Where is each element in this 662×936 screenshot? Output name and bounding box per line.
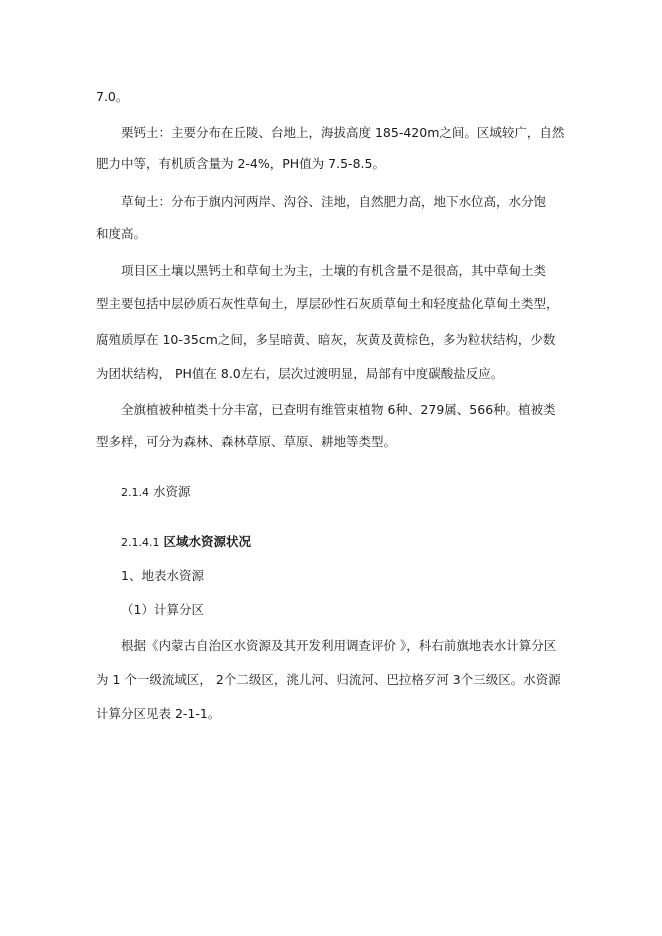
text-line: 草甸土：分布于旗内河两岸、沟谷、洼地，自然肥力高，地下水位高，水分饱 [121, 194, 547, 209]
text-line: 为 1 个一级流域区， 2个二级区，洮儿河、归流河、巴拉格歹河 3个三级区。水资源 [96, 672, 561, 687]
paragraph-chestnut-soil-cont [96, 156, 385, 172]
section-number: 2.1.4 [121, 486, 149, 499]
paragraph-meadow-soil [121, 194, 546, 210]
section-number: 2.1.4.1 [121, 536, 160, 549]
section-heading-2-1-4-1 [121, 534, 251, 551]
text-line: 型多样，可分为森林、森林草原、草原、耕地等类型。 [96, 434, 397, 449]
paragraph-project-soil-l4 [96, 366, 503, 382]
text-line: 根据《内蒙古自治区水资源及其开发利用调查评价 》，科右前旗地表水计算分区 [121, 638, 557, 653]
paragraph-vegetation [121, 402, 556, 418]
paragraph-continuation [96, 89, 128, 105]
text-line: 型主要包括中层砂质石灰性草甸土，厚层砂性石灰质草甸土和轻度盐化草甸土类型， [96, 296, 559, 311]
text-line: 项目区土壤以黑钙土和草甸土为主，土壤的有机含量不是很高，其中草甸土类 [121, 263, 547, 278]
paragraph-vegetation-cont [96, 434, 396, 450]
text-line: （1）计算分区 [121, 602, 204, 617]
text-line: 1、地表水资源 [121, 568, 204, 583]
text-line: 为团状结构， PH值在 8.0左右，层次过渡明显，局部有中度碳酸盐反应。 [96, 366, 504, 381]
text-line: 栗钙土：主要分布在丘陵、台地上，海拔高度 185-420m之间。区域较广，自然 [121, 125, 565, 140]
item-surface-water [121, 568, 204, 584]
text-line: 腐殖质厚在 10-35cm之间，多呈暗黄、暗灰，灰黄及黄棕色，多为粒状结构，少数 [96, 332, 556, 347]
text-line: 7.0。 [96, 89, 129, 104]
paragraph-meadow-soil-cont [96, 226, 146, 242]
paragraph-project-soil-l3 [96, 332, 555, 348]
paragraph-project-soil [121, 263, 546, 279]
paragraph-zones-l3 [96, 706, 220, 722]
section-title: 区域水资源状况 [163, 534, 251, 549]
text-line: 和度高。 [96, 226, 147, 241]
text-line: 计算分区见表 2-1-1。 [96, 706, 221, 721]
text-line: 肥力中等，有机质含量为 2-4%，PH值为 7.5-8.5。 [96, 156, 385, 171]
paragraph-project-soil-l2 [96, 296, 559, 312]
paragraph-chestnut-soil [121, 125, 564, 141]
section-heading-2-1-4 [121, 484, 191, 501]
paragraph-zones-l2 [96, 672, 561, 688]
paragraph-zones [121, 638, 556, 654]
item-calculation-zones [121, 602, 204, 618]
section-title: 水资源 [152, 484, 191, 499]
text-line: 全旗植被种植类十分丰富，已查明有维管束植物 6种、279属、566种。植被类 [121, 402, 556, 417]
